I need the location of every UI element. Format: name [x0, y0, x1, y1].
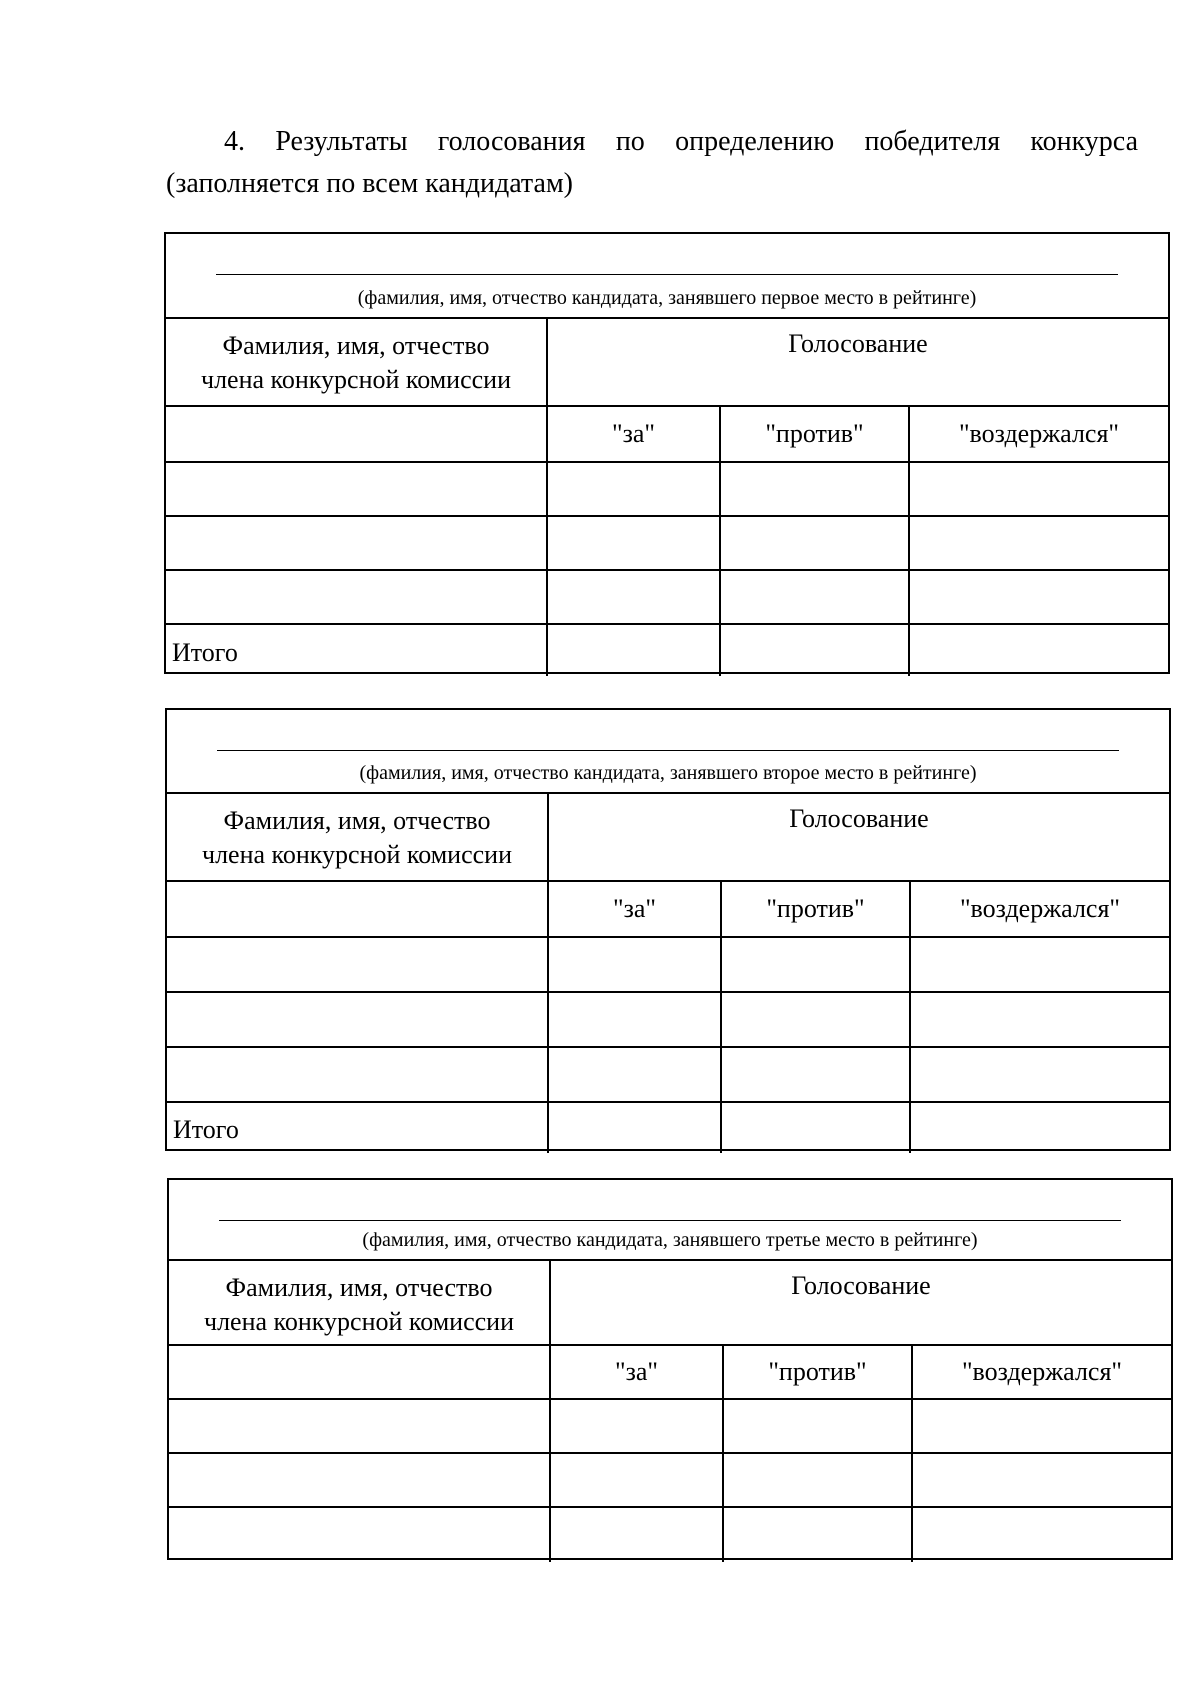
total-label: Итого	[166, 624, 547, 676]
voting-header: Голосование	[547, 318, 1168, 406]
vote-abstain-cell[interactable]	[909, 516, 1168, 570]
candidate-name-underline	[216, 274, 1118, 275]
vote-against-cell[interactable]	[720, 570, 909, 624]
col-abstain-header: "воздержался"	[910, 881, 1169, 937]
col-abstain-header: "воздержался"	[909, 406, 1168, 462]
candidate-name-field[interactable]	[167, 710, 1169, 793]
vote-for-cell[interactable]	[550, 1399, 723, 1453]
member-name-header: Фамилия, имя, отчество члена конкурсной комиссии	[167, 793, 548, 881]
total-row	[166, 624, 1168, 676]
member-name-cell[interactable]	[169, 1345, 550, 1399]
table-row	[169, 1399, 1171, 1453]
total-against-cell[interactable]	[721, 1102, 910, 1153]
candidate-name-underline	[219, 1220, 1121, 1221]
section-heading-line1: 4. Результаты голосования по определению победителя конкурса	[224, 126, 1138, 157]
vote-for-cell[interactable]	[548, 992, 721, 1047]
table-row	[166, 462, 1168, 516]
candidate-caption: (фамилия, имя, отчество кандидата, занявшего третье место в рейтинге)	[362, 1229, 978, 1251]
vote-against-cell[interactable]	[720, 516, 909, 570]
voting-header: Голосование	[548, 793, 1169, 881]
col-for-header: "за"	[547, 406, 720, 462]
col-against-header: "против"	[723, 1345, 912, 1399]
candidate-name-field[interactable]	[166, 234, 1168, 318]
vote-abstain-cell[interactable]	[910, 992, 1169, 1047]
voting-table-third-place	[167, 1178, 1173, 1560]
vote-for-cell[interactable]	[548, 1047, 721, 1102]
vote-against-cell[interactable]	[721, 937, 910, 992]
candidate-caption: (фамилия, имя, отчество кандидата, занявшего второе место в рейтинге)	[359, 762, 977, 784]
col-for-header: "за"	[550, 1345, 723, 1399]
member-name-cell[interactable]	[167, 1047, 548, 1102]
total-for-cell[interactable]	[548, 1102, 721, 1153]
col-for-header: "за"	[548, 881, 721, 937]
member-name-cell[interactable]	[169, 1507, 550, 1562]
candidate-name-underline	[217, 750, 1119, 751]
vote-for-cell[interactable]	[547, 462, 720, 516]
total-abstain-cell[interactable]	[909, 624, 1168, 676]
vote-abstain-cell[interactable]	[912, 1453, 1171, 1507]
member-name-cell[interactable]	[167, 881, 548, 937]
total-for-cell[interactable]	[547, 624, 720, 676]
vote-against-cell[interactable]	[723, 1453, 912, 1507]
voting-header: Голосование	[550, 1260, 1171, 1345]
voting-table-first-place	[164, 232, 1170, 674]
vote-for-cell[interactable]	[550, 1453, 723, 1507]
vote-abstain-cell[interactable]	[909, 570, 1168, 624]
total-against-cell[interactable]	[720, 624, 909, 676]
col-against-header: "против"	[720, 406, 909, 462]
table-row	[169, 1507, 1171, 1562]
table-row	[166, 516, 1168, 570]
member-name-cell[interactable]	[169, 1399, 550, 1453]
voting-table-second-place	[165, 708, 1171, 1151]
vote-abstain-cell[interactable]	[910, 937, 1169, 992]
vote-abstain-cell[interactable]	[909, 462, 1168, 516]
vote-against-cell[interactable]	[723, 1399, 912, 1453]
vote-for-cell[interactable]	[547, 516, 720, 570]
member-name-cell[interactable]	[167, 937, 548, 992]
total-label: Итого	[167, 1102, 548, 1153]
candidate-name-field[interactable]	[169, 1180, 1171, 1260]
table-row	[167, 1047, 1169, 1102]
vote-for-cell[interactable]	[547, 570, 720, 624]
vote-for-cell[interactable]	[548, 937, 721, 992]
table-row	[169, 1453, 1171, 1507]
member-name-header: Фамилия, имя, отчество члена конкурсной комиссии	[166, 318, 547, 406]
table-row	[167, 992, 1169, 1047]
table-row	[166, 570, 1168, 624]
total-abstain-cell[interactable]	[910, 1102, 1169, 1153]
member-name-cell[interactable]	[167, 992, 548, 1047]
member-name-cell[interactable]	[166, 516, 547, 570]
vote-against-cell[interactable]	[721, 992, 910, 1047]
section-heading	[166, 121, 1138, 205]
table-row	[167, 937, 1169, 992]
vote-for-cell[interactable]	[550, 1507, 723, 1562]
col-abstain-header: "воздержался"	[912, 1345, 1171, 1399]
member-name-cell[interactable]	[169, 1453, 550, 1507]
member-name-header: Фамилия, имя, отчество члена конкурсной комиссии	[169, 1260, 550, 1345]
vote-against-cell[interactable]	[723, 1507, 912, 1562]
member-name-cell[interactable]	[166, 406, 547, 462]
vote-abstain-cell[interactable]	[912, 1399, 1171, 1453]
vote-against-cell[interactable]	[721, 1047, 910, 1102]
vote-abstain-cell[interactable]	[910, 1047, 1169, 1102]
section-heading-line2: (заполняется по всем кандидатам)	[166, 168, 573, 199]
vote-against-cell[interactable]	[720, 462, 909, 516]
member-name-cell[interactable]	[166, 570, 547, 624]
vote-abstain-cell[interactable]	[912, 1507, 1171, 1562]
candidate-caption: (фамилия, имя, отчество кандидата, занявшего первое место в рейтинге)	[357, 287, 977, 309]
member-name-cell[interactable]	[166, 462, 547, 516]
total-row	[167, 1102, 1169, 1153]
col-against-header: "против"	[721, 881, 910, 937]
